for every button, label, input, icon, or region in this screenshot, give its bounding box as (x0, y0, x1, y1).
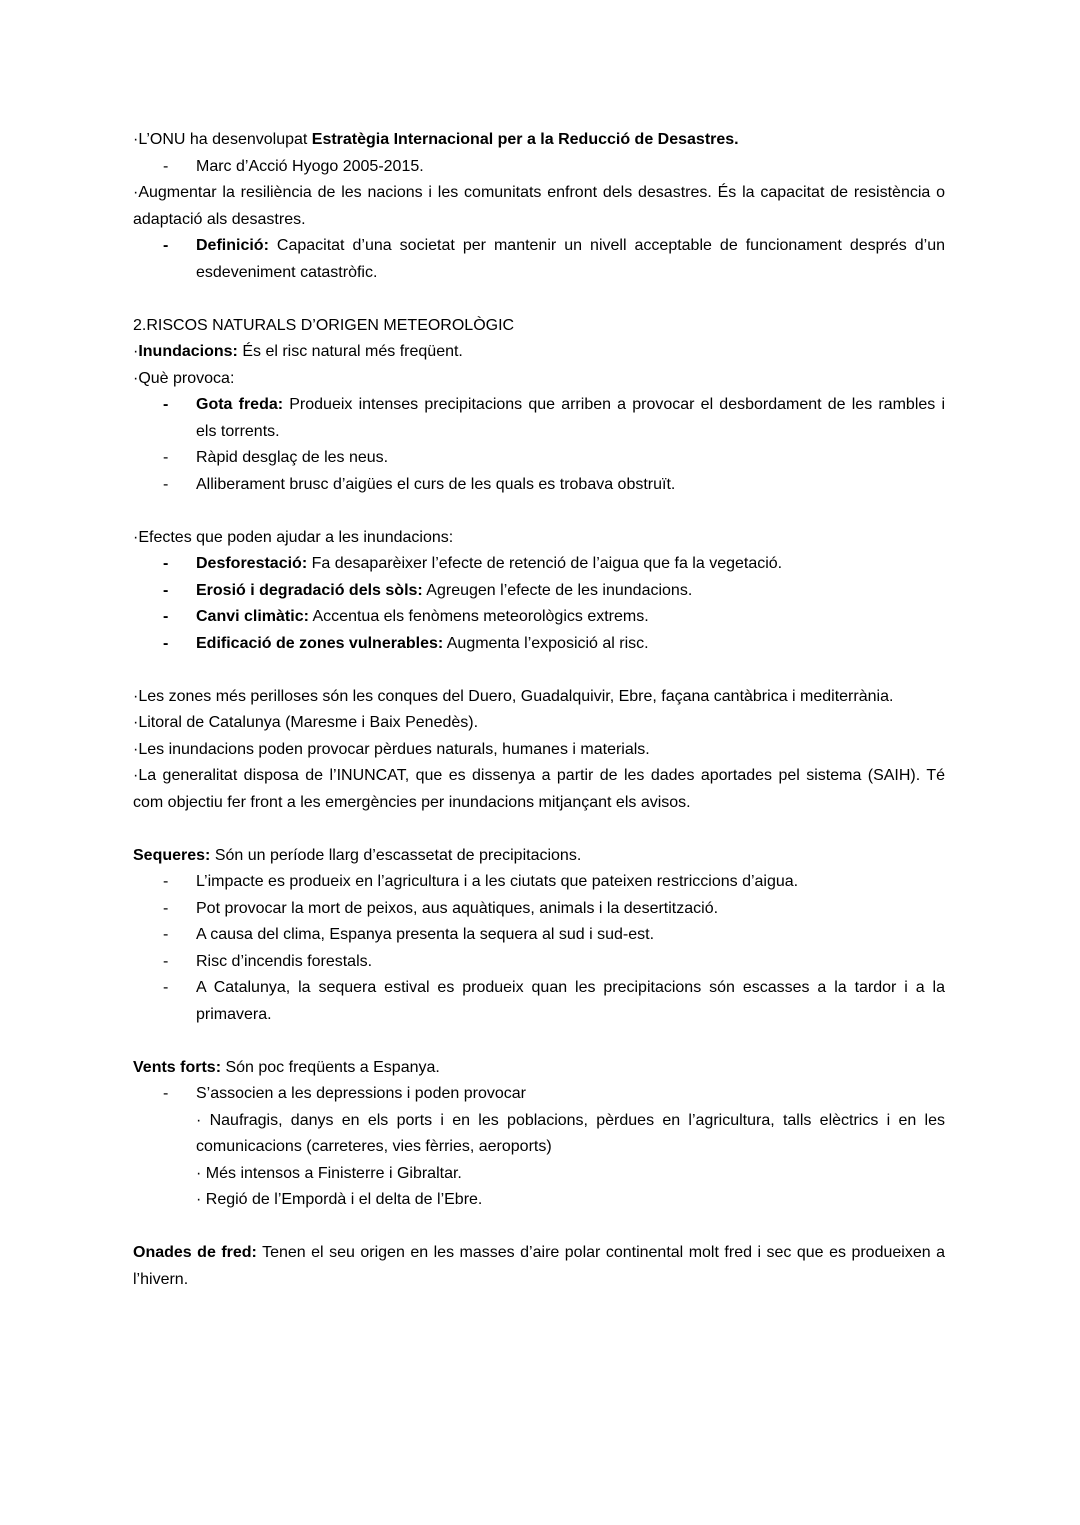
bullet-dash-marker: - (163, 449, 169, 466)
text-paragraph (133, 737, 945, 764)
text-run: Marc d’Acció Hyogo 2005-2015. (196, 157, 424, 175)
text-run: S’associen a les depressions i poden provocar (196, 1085, 526, 1102)
sub-bullet-item (133, 1187, 945, 1214)
text-run: ·L’ONU ha desenvolupat (133, 131, 312, 148)
bullet-dash-marker: - (163, 555, 169, 572)
text-run: És el risc natural més freqüent. (237, 343, 463, 360)
text-run: ·Les inundacions poden provocar pèrdues naturals, humanes i materials. (133, 740, 650, 758)
bold-text-run: Gota freda: (196, 396, 284, 413)
text-run: Accentua els fenòmens meteorològics extrems. (308, 608, 649, 625)
bullet-dash-marker: - (163, 634, 169, 652)
text-run: ·Què provoca: (133, 369, 235, 387)
bullet-item (133, 949, 945, 976)
bold-text-run: Estratègia Internacional per a la Reducció de Desastres. (311, 131, 739, 148)
text-run: Produeix intenses precipitacions que arriben a provocar el desbordament de les rambles i els torrents. (196, 396, 945, 440)
text-run: Augmenta l’exposició al risc. (443, 634, 649, 652)
text-paragraph (133, 313, 945, 340)
bullet-dash-marker: - (163, 873, 169, 890)
bullet-item (133, 1081, 945, 1108)
bullet-dash-marker: - (163, 899, 169, 917)
bullet-dash-marker: - (163, 608, 169, 625)
bullet-dash-marker: - (163, 1085, 169, 1102)
text-run: Són un període llarg d’escassetat de precipitacions. (210, 846, 582, 864)
text-paragraph (133, 1240, 945, 1293)
text-run: ·Augmentar la resiliència de les nacions i les comunitats enfront dels desastres. És la capacitat de resistència o adaptació als desastres. (133, 184, 945, 228)
bullet-item (133, 578, 945, 605)
text-paragraph (133, 763, 945, 816)
bullet-item (133, 922, 945, 949)
text-run: A Catalunya, la sequera estival es produeix quan les precipitacions són escasses a la tardor i a la primavera. (196, 979, 945, 1023)
text-run: Són poc freqüents a Espanya. (221, 1058, 440, 1076)
text-paragraph (133, 710, 945, 737)
sub-bullet-item (133, 1108, 945, 1161)
text-run: ·La generalitat disposa de l’INUNCAT, que es dissenya a partir de les dades aportades pel sistema (SAIH). Té com objectiu fer front a les emergències per inundacions mitjançant els avisos. (133, 767, 945, 811)
bullet-dash-marker: - (163, 157, 169, 175)
text-run: ·Les zones més perilloses són les conques del Duero, Guadalquivir, Ebre, façana cantàbrica i mediterrània. (133, 687, 894, 705)
bold-text-run: Definició: (196, 237, 269, 254)
text-run: Alliberament brusc d’aigües el curs de les quals es trobava obstruït. (196, 475, 676, 493)
bullet-item (133, 472, 945, 499)
text-run: ·Efectes que poden ajudar a les inundacions: (133, 528, 454, 546)
bullet-dash-marker: - (163, 237, 169, 254)
bullet-item (133, 233, 945, 286)
text-run: · (133, 343, 139, 360)
bold-text-run: Sequeres: (133, 846, 211, 864)
text-run: ·Litoral de Catalunya (Maresme i Baix Penedès). (133, 714, 479, 731)
bullet-dash-marker: - (163, 979, 169, 996)
bullet-item (133, 445, 945, 472)
text-paragraph (133, 180, 945, 233)
bullet-dash-marker: - (163, 581, 169, 599)
bold-text-run: Canvi climàtic: (196, 608, 309, 625)
bullet-dash-marker: - (163, 952, 169, 970)
bold-text-run: Edificació de zones vulnerables: (196, 634, 444, 652)
document-content (133, 127, 945, 1293)
bullet-item (133, 975, 945, 1028)
text-run: L’impacte es produeix en l’agricultura i a les ciutats que pateixen restriccions d’aigua. (196, 873, 799, 890)
text-run: Ràpid desglaç de les neus. (196, 449, 389, 466)
text-run: · Regió de l’Empordà i el delta de l’Ebre. (196, 1191, 483, 1208)
bullet-item (133, 896, 945, 923)
text-run: · Naufragis, danys en els ports i en les poblacions, pèrdues en l’agricultura, talls elèctrics i en les comunicacions (carreteres, vies fèrries, aeroports) (196, 1111, 945, 1155)
bullet-dash-marker: - (163, 396, 169, 413)
bold-text-run: Onades de fred: (133, 1244, 257, 1261)
text-paragraph (133, 366, 945, 393)
sub-bullet-item (133, 1161, 945, 1188)
bullet-item (133, 392, 945, 445)
bullet-item (133, 604, 945, 631)
text-paragraph (133, 684, 945, 711)
text-paragraph (133, 127, 945, 154)
bullet-item (133, 631, 945, 658)
bold-text-run: Desforestació: (196, 555, 308, 572)
text-run: Pot provocar la mort de peixos, aus aquàtiques, animals i la desertització. (196, 899, 719, 917)
bold-text-run: Inundacions: (138, 343, 238, 360)
text-run: 2.RISCOS NATURALS D’ORIGEN METEOROLÒGIC (133, 316, 515, 334)
text-run: Capacitat d’una societat per mantenir un nivell acceptable de funcionament després d’un esdeveniment catastròfic. (196, 237, 945, 281)
text-paragraph (133, 525, 945, 552)
text-paragraph (133, 1055, 945, 1082)
text-run: Tenen el seu origen en les masses d’aire polar continental molt fred i sec que es produeixen a l’hivern. (133, 1244, 946, 1288)
bullet-item (133, 154, 945, 181)
text-run: · Més intensos a Finisterre i Gibraltar. (196, 1164, 462, 1182)
bullet-dash-marker: - (163, 926, 169, 943)
text-paragraph (133, 843, 945, 870)
text-run: A causa del clima, Espanya presenta la sequera al sud i sud-est. (196, 926, 655, 943)
bold-text-run: Erosió i degradació dels sòls: (196, 581, 423, 599)
bold-text-run: Vents forts: (133, 1058, 222, 1076)
text-paragraph (133, 339, 945, 366)
text-run: Agreugen l’efecte de les inundacions. (422, 581, 693, 599)
text-run: Risc d’incendis forestals. (196, 952, 373, 970)
bullet-item (133, 869, 945, 896)
bullet-item (133, 551, 945, 578)
bullet-dash-marker: - (163, 475, 169, 493)
text-run: Fa desaparèixer l’efecte de retenció de l’aigua que fa la vegetació. (307, 555, 783, 572)
